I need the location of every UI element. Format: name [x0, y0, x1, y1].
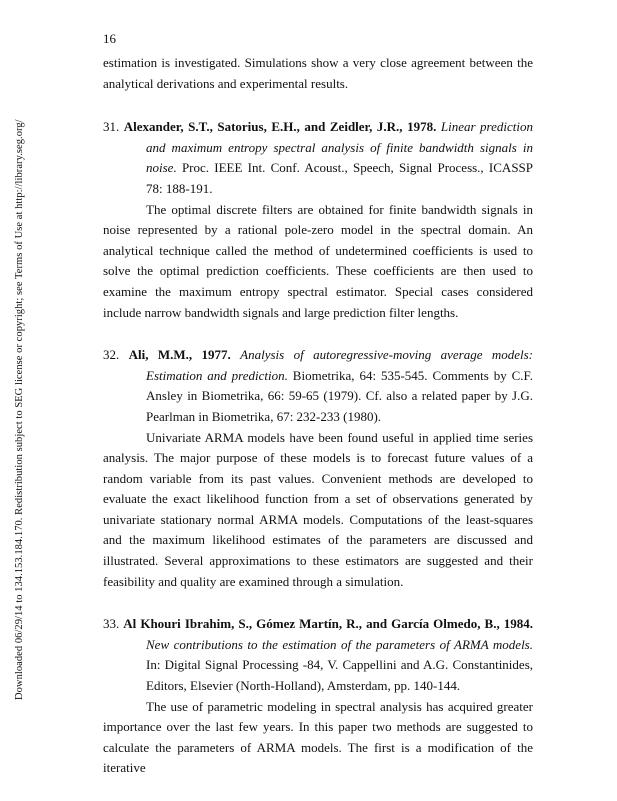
reference-number: 32.: [103, 347, 120, 363]
reference-entry: [103, 614, 533, 779]
reference-source: In: Digital Signal Processing -84, V. Cappellini and A.G. Constantinides, Editors, Elsevier (North-Holland), Amsterdam, pp. 140-144.: [146, 657, 533, 694]
reference-source: Biometrika, 64: 535-545. Comments by C.F. Ansley in Biometrika, 66: 59-65 (1979). Cf. also a related paper by J.G. Pearlman in Biometrika, 67: 232-233 (1980).: [146, 367, 534, 424]
reference-abstract: The use of parametric modeling in spectral analysis has acquired greater importance over the last few years. In this paper two methods are suggested to calculate the parameters of ARMA models. The first is a modification of the iterative: [103, 698, 533, 776]
reference-title: Analysis of autoregressive-moving average models: Estimation and prediction.: [146, 347, 534, 383]
reference-authors: Al Khouri Ibrahim, S., Gómez Martín, R., and García Olmedo, B., 1984.: [123, 616, 533, 632]
reference-title: Linear prediction and maximum entropy spectral analysis of finite bandwidth signals in noise.: [146, 119, 534, 176]
reference-authors: Ali, M.M., 1977.: [128, 347, 231, 363]
reference-abstract: The optimal discrete filters are obtained for finite bandwidth signals in noise represented by a rational pole-zero model in the spectral domain. An analytical technique called the method of undetermined coefficients is used to solve the optimal prediction coefficients. These coefficients are then used to examine the maximum entropy spectral estimator. Special cases considered include narrow bandwidth signals and large prediction filter lengths.: [103, 201, 533, 320]
reference-entry: [103, 117, 533, 323]
download-side-note: Downloaded 06/29/14 to 134.153.184.170. Redistribution subject to SEG license or copyright; see Terms of Use at http://library.seg.org/: [14, 119, 25, 700]
reference-number: 33.: [103, 616, 120, 632]
reference-authors: Alexander, S.T., Satorius, E.H., and Zeidler, J.R., 1978.: [123, 119, 437, 135]
page-content: [103, 53, 533, 801]
reference-citation: [103, 117, 533, 199]
reference-citation: [103, 345, 533, 427]
page-number: 16: [103, 31, 116, 46]
reference-source: Proc. IEEE Int. Conf. Acoust., Speech, Signal Process., ICASSP 78: 188-191.: [146, 160, 534, 196]
reference-number: 31.: [103, 119, 120, 135]
reference-entry: [103, 345, 533, 592]
reference-abstract: Univariate ARMA models have been found useful in applied time series analysis. The major purpose of these models is to forecast future values of a random variable from its past values. Convenient methods are developed to evaluate the exact likelihood function from a set of observations generated by univariate stationary normal ARMA models. Computations of the least-squares and the maximum likelihood estimates of the parameters are discussed and illustrated. Several approximations to these estimators are suggested and their feasibility and quality are examined through a simulation.: [103, 429, 533, 589]
intro-text: estimation is investigated. Simulations show a very close agreement between the analytical derivations and experimental results.: [103, 55, 533, 91]
reference-citation: [103, 614, 533, 696]
reference-title: New contributions to the estimation of the parameters of ARMA models.: [146, 636, 533, 652]
